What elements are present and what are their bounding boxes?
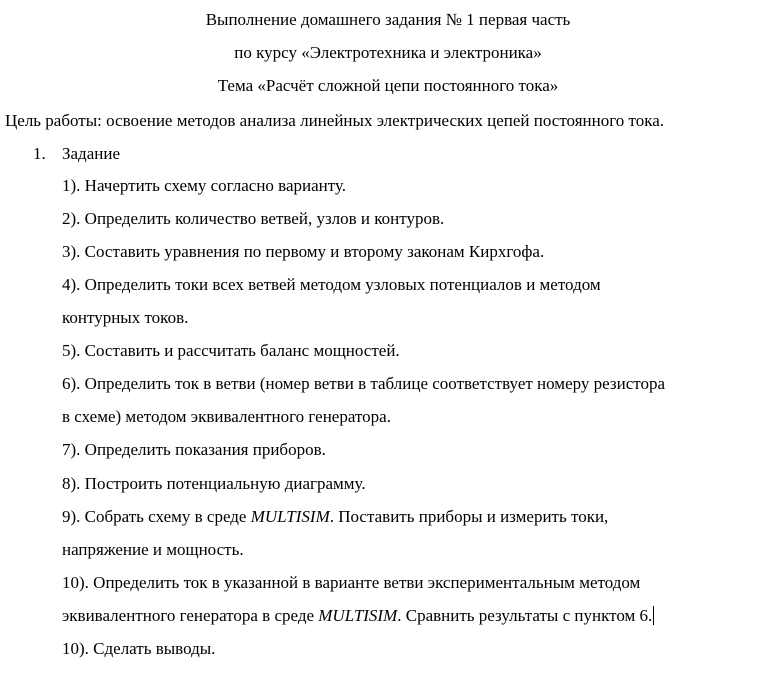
task-title: Задание [62, 144, 120, 163]
task-item-6-line-2: в схеме) методом эквивалентного генератора. [62, 407, 391, 426]
task-item-2: 2). Определить количество ветвей, узлов и контуров. [62, 209, 445, 228]
task-item-1: 1). Начертить схему согласно варианту. [62, 176, 347, 195]
task-item-9-software-name: MULTISIM [250, 507, 330, 526]
document-heading-topic: Тема «Расчёт сложной цепи постоянного тока» [217, 76, 559, 95]
task-item-10-software-name: MULTISIM [318, 606, 398, 625]
task-item-9-line-2: напряжение и мощность. [62, 540, 244, 559]
document-heading-line-1: Выполнение домашнего задания № 1 первая часть [205, 10, 571, 29]
task-item-6-line-1: 6). Определить ток в ветви (номер ветви в таблице соответствует номеру резистора [62, 374, 666, 393]
task-item-5: 5). Составить и рассчитать баланс мощностей. [62, 341, 400, 360]
text-cursor [653, 606, 654, 625]
task-item-3: 3). Составить уравнения по первому и второму законам Кирхгофа. [62, 242, 545, 261]
task-item-10-text-c: . Сравнить результаты с пунктом 6. [397, 606, 653, 625]
task-item-11: 10). Сделать выводы. [62, 639, 216, 658]
document-heading-line-2: по курсу «Электротехника и электроника» [234, 43, 542, 62]
task-item-8: 8). Построить потенциальную диаграмму. [62, 474, 366, 493]
task-item-9-text-c: . Поставить приборы и измерить токи, [329, 507, 609, 526]
task-item-7: 7). Определить показания приборов. [62, 440, 326, 459]
task-item-9-text-a: 9). Собрать схему в среде [62, 507, 251, 526]
task-list-number: 1. [33, 144, 46, 163]
task-item-10-line-2 [62, 606, 654, 626]
goal-paragraph: Цель работы: освоение методов анализа линейных электрических цепей постоянного тока. [5, 111, 665, 130]
task-item-10-text-a: эквивалентного генератора в среде [62, 606, 319, 625]
task-item-10-line-1: 10). Определить ток в указанной в варианте ветви экспериментальным методом [62, 573, 641, 592]
task-item-4-line-2: контурных токов. [62, 308, 189, 327]
task-item-9-line-1 [62, 507, 608, 527]
task-item-4-line-1: 4). Определить токи всех ветвей методом узловых потенциалов и методом [62, 275, 601, 294]
